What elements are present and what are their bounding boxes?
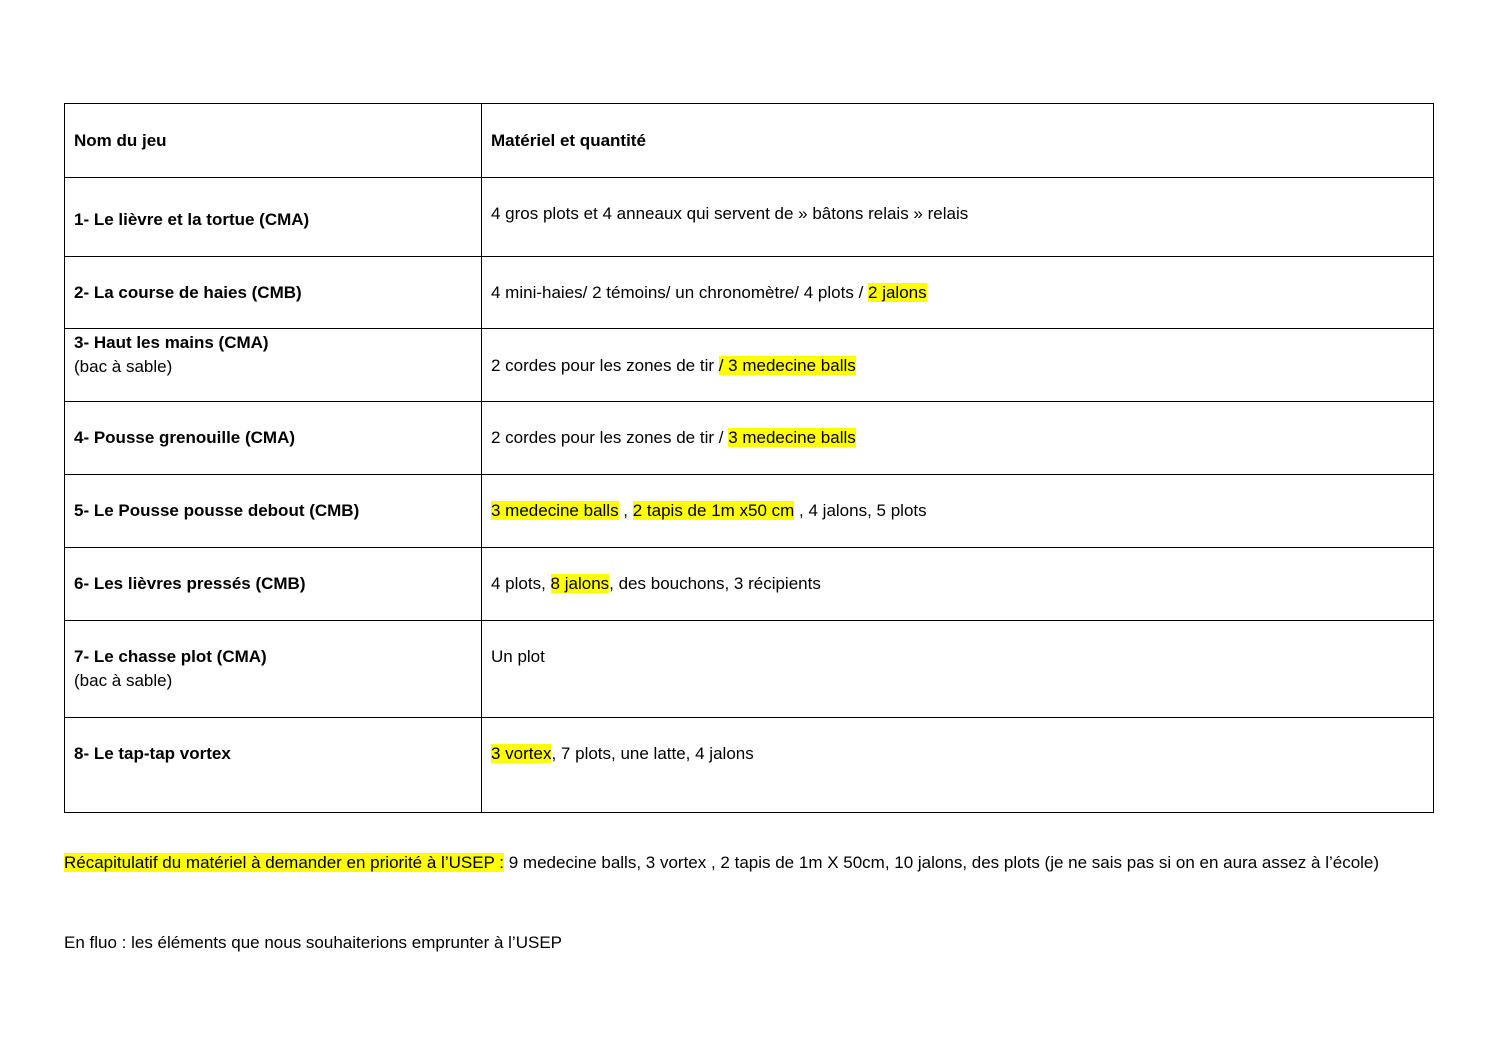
game-name-cell bbox=[65, 475, 482, 548]
material-highlight: 2 jalons bbox=[868, 282, 927, 302]
table-row bbox=[65, 329, 1434, 402]
material-cell bbox=[482, 475, 1434, 548]
material-cell bbox=[482, 621, 1434, 718]
material-highlight: / 3 medecine balls bbox=[718, 356, 856, 375]
game-name: 1- Le lièvre et la tortue (CMA) bbox=[74, 210, 310, 229]
material-text: , 7 plots, une latte, 4 jalons bbox=[551, 744, 754, 763]
table-row bbox=[65, 178, 1434, 257]
game-name-cell bbox=[65, 548, 482, 621]
table-row bbox=[65, 621, 1434, 718]
game-name: 2- La course de haies (CMB) bbox=[74, 282, 302, 302]
game-name-cell bbox=[65, 257, 482, 329]
material-cell bbox=[482, 178, 1434, 257]
table-row bbox=[65, 718, 1434, 813]
material-cell bbox=[482, 402, 1434, 475]
material-cell bbox=[482, 548, 1434, 621]
material-text: , des bouchons, 3 récipients bbox=[609, 574, 821, 593]
game-note: (bac à sable) bbox=[74, 671, 173, 690]
material-highlight: 3 medecine balls bbox=[728, 428, 856, 447]
material-cell bbox=[482, 257, 1434, 329]
game-name: 4- Pousse grenouille (CMA) bbox=[74, 428, 296, 447]
material-highlight: 2 tapis de 1m x50 cm bbox=[632, 501, 795, 520]
game-name: 3- Haut les mains (CMA) bbox=[74, 333, 269, 352]
game-note: (bac à sable) bbox=[74, 357, 173, 376]
game-name-cell bbox=[65, 402, 482, 475]
game-name: 5- Le Pousse pousse debout (CMB) bbox=[74, 501, 360, 520]
game-name: 8- Le tap-tap vortex bbox=[74, 744, 231, 763]
material-text: 4 plots, bbox=[491, 574, 551, 593]
material-highlight: 3 vortex bbox=[491, 744, 552, 763]
game-name-cell bbox=[65, 718, 482, 813]
game-name: 6- Les lièvres pressés (CMB) bbox=[74, 574, 306, 593]
header-material: Matériel et quantité bbox=[482, 104, 1434, 178]
material-text: 4 gros plots et 4 anneaux qui servent de » bâtons relais » relais bbox=[491, 204, 969, 223]
games-table bbox=[64, 103, 1434, 813]
material-text: , 4 jalons, 5 plots bbox=[794, 501, 927, 520]
material-highlight: 8 jalons bbox=[550, 574, 610, 593]
recap-text: 9 medecine balls, 3 vortex , 2 tapis de 1m X 50cm, 10 jalons, des plots (je ne sais pas si on en aura assez à l’école) bbox=[504, 853, 1380, 872]
game-name-cell bbox=[65, 621, 482, 718]
material-text: 4 mini-haies/ 2 témoins/ un chronomètre/ 4 plots / bbox=[491, 282, 869, 302]
recap-paragraph bbox=[64, 851, 1484, 875]
table-row bbox=[65, 548, 1434, 621]
material-cell bbox=[482, 718, 1434, 813]
table-row bbox=[65, 475, 1434, 548]
material-cell bbox=[482, 329, 1434, 402]
header-game-name: Nom du jeu bbox=[65, 104, 482, 178]
game-name-cell bbox=[65, 329, 482, 402]
table-row bbox=[65, 257, 1434, 329]
material-highlight: 3 medecine balls bbox=[491, 501, 619, 520]
table-header-row bbox=[65, 104, 1434, 178]
table-row bbox=[65, 402, 1434, 475]
game-name-cell bbox=[65, 178, 482, 257]
game-name: 7- Le chasse plot (CMA) bbox=[74, 647, 267, 666]
highlight-note: En fluo : les éléments que nous souhaiterions emprunter à l’USEP bbox=[64, 933, 562, 952]
recap-label: Récapitulatif du matériel à demander en priorité à l’USEP : bbox=[64, 853, 505, 872]
material-text: Un plot bbox=[491, 647, 545, 666]
material-text: 2 cordes pour les zones de tir / bbox=[491, 428, 729, 447]
material-text: 2 cordes pour les zones de tir bbox=[491, 356, 719, 375]
material-text: , bbox=[618, 501, 633, 520]
